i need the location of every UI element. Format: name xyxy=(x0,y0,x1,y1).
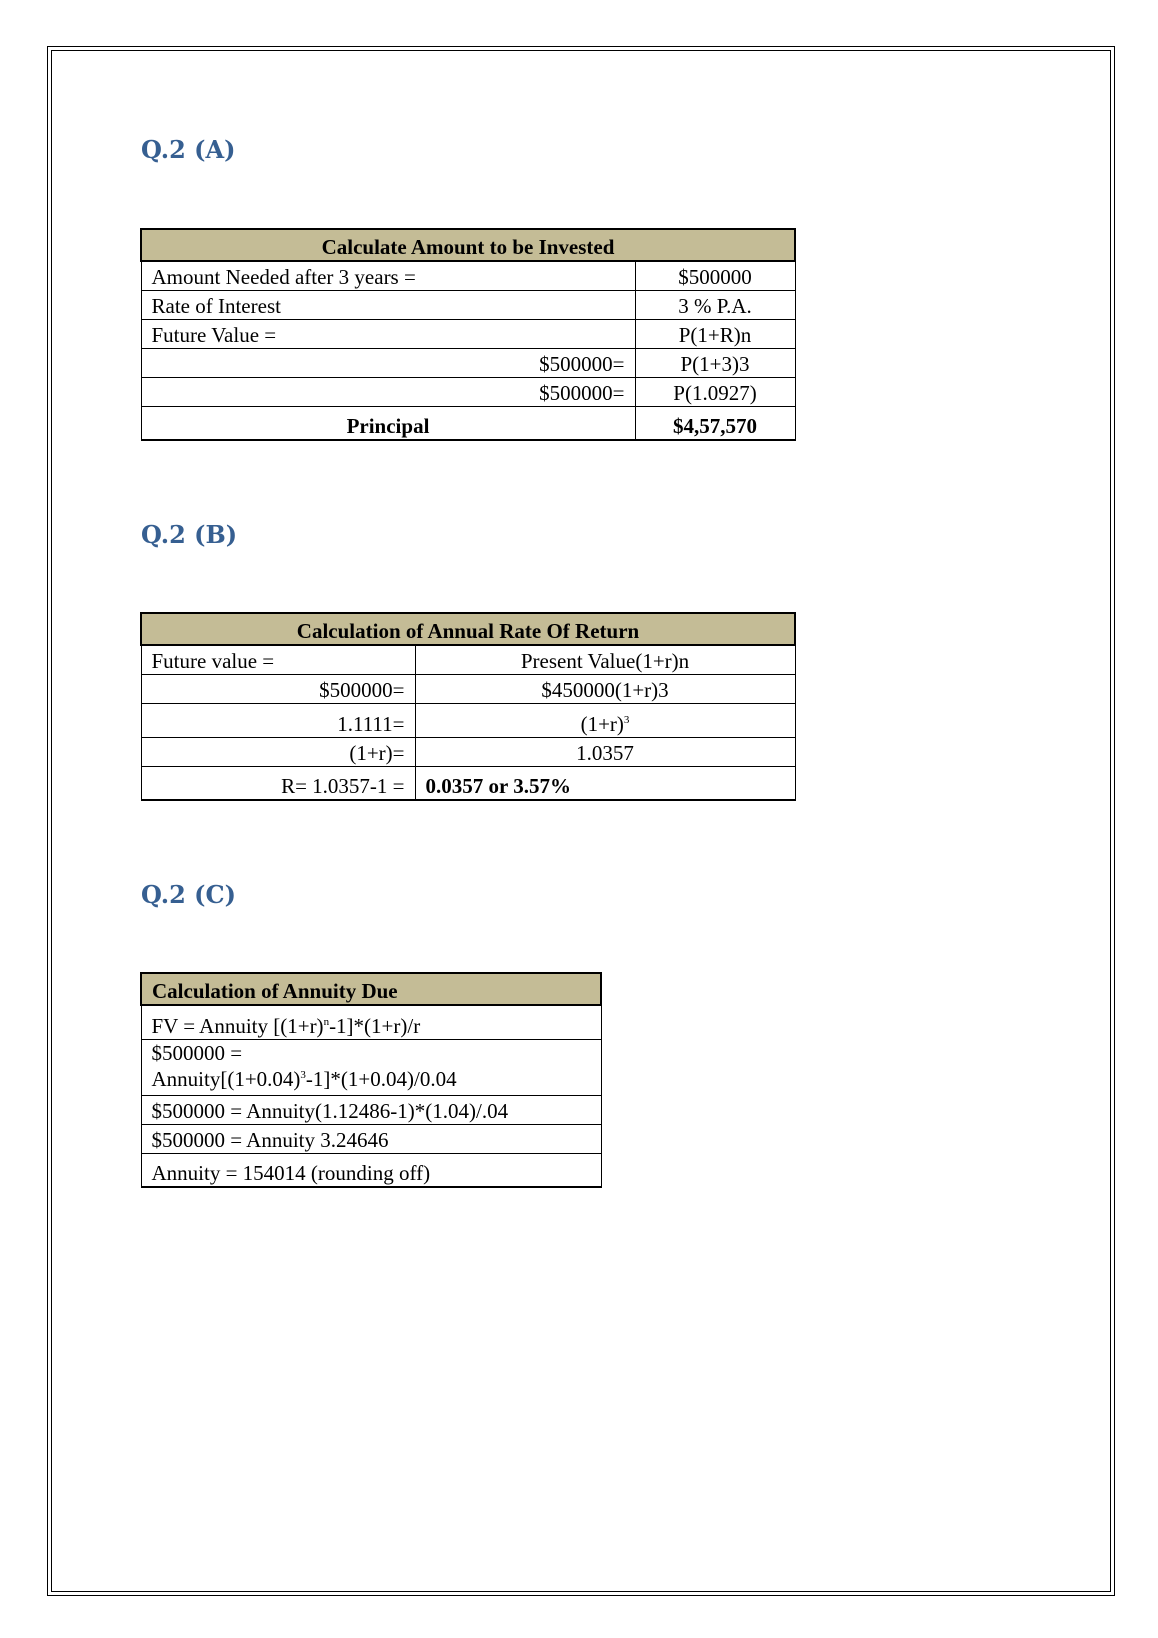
value-exponent: 3 xyxy=(623,713,630,726)
formula-exponent: 3 xyxy=(300,1069,306,1082)
table-row xyxy=(141,377,795,406)
row-value: P(1+3)3 xyxy=(635,348,795,377)
table-row xyxy=(141,348,795,377)
row-label: 1.1111= xyxy=(141,703,415,737)
row-label: $500000= xyxy=(141,377,635,406)
row-value: 3 % P.A. xyxy=(635,290,795,319)
table-row xyxy=(141,703,795,737)
row-value: 1.0357 xyxy=(415,737,795,766)
result-cell: Annuity = 154014 (rounding off) xyxy=(141,1153,601,1187)
formula-part: -1]*(1+r)/r xyxy=(329,1013,421,1038)
row-label: Rate of Interest xyxy=(141,290,635,319)
rate-of-return-table xyxy=(140,612,796,801)
annuity-due-table xyxy=(140,972,602,1188)
formula-cell xyxy=(141,1005,601,1039)
table-row xyxy=(141,674,795,703)
row-value: P(1.0927) xyxy=(635,377,795,406)
table-row xyxy=(141,1005,601,1039)
table-header-row xyxy=(141,229,795,261)
formula-part: Annuity[(1+0.04) xyxy=(151,1067,301,1092)
table-result-row xyxy=(141,766,795,800)
table-title: Calculation of Annuity Due xyxy=(141,973,601,1005)
row-label: R= 1.0357-1 = xyxy=(141,766,415,800)
formula-cell: $500000 = Annuity(1.12486-1)*(1.04)/.04 xyxy=(141,1095,601,1124)
table-total-row xyxy=(141,406,795,440)
table-row xyxy=(141,1039,601,1095)
result-value: 0.0357 or 3.57% xyxy=(415,766,795,800)
total-label: Principal xyxy=(141,406,635,440)
row-label: (1+r)= xyxy=(141,737,415,766)
table-row xyxy=(141,261,795,290)
row-label: $500000= xyxy=(141,674,415,703)
row-label: Amount Needed after 3 years = xyxy=(141,261,635,290)
table-row xyxy=(141,290,795,319)
formula-part: FV = Annuity [(1+r) xyxy=(151,1013,324,1038)
formula-cell: $500000 = Annuity 3.24646 xyxy=(141,1124,601,1153)
amount-invested-table xyxy=(140,228,796,441)
row-value: P(1+R)n xyxy=(635,319,795,348)
formula-part: -1]*(1+0.04)/0.04 xyxy=(305,1067,457,1092)
table-title: Calculate Amount to be Invested xyxy=(141,229,795,261)
table-row xyxy=(141,1124,601,1153)
row-label: Future value = xyxy=(141,645,415,674)
total-value: $4,57,570 xyxy=(635,406,795,440)
row-value xyxy=(415,703,795,737)
value-base: (1+r) xyxy=(580,711,624,736)
heading-q2b: Q.2 (B) xyxy=(141,520,238,549)
row-label: $500000= xyxy=(141,348,635,377)
table-header-row xyxy=(141,613,795,645)
table-row xyxy=(141,319,795,348)
formula-cell xyxy=(141,1039,601,1095)
table-title: Calculation of Annual Rate Of Return xyxy=(141,613,795,645)
table-row xyxy=(141,737,795,766)
row-value: Present Value(1+r)n xyxy=(415,645,795,674)
row-value: $450000(1+r)3 xyxy=(415,674,795,703)
table-result-row xyxy=(141,1153,601,1187)
formula-line: $500000 = xyxy=(151,1041,243,1065)
heading-q2a: Q.2 (A) xyxy=(141,135,236,164)
row-label: Future Value = xyxy=(141,319,635,348)
heading-q2c: Q.2 (C) xyxy=(141,880,236,909)
formula-exponent: n xyxy=(323,1015,330,1028)
row-value: $500000 xyxy=(635,261,795,290)
table-header-row xyxy=(141,973,601,1005)
table-row xyxy=(141,1095,601,1124)
table-row xyxy=(141,645,795,674)
